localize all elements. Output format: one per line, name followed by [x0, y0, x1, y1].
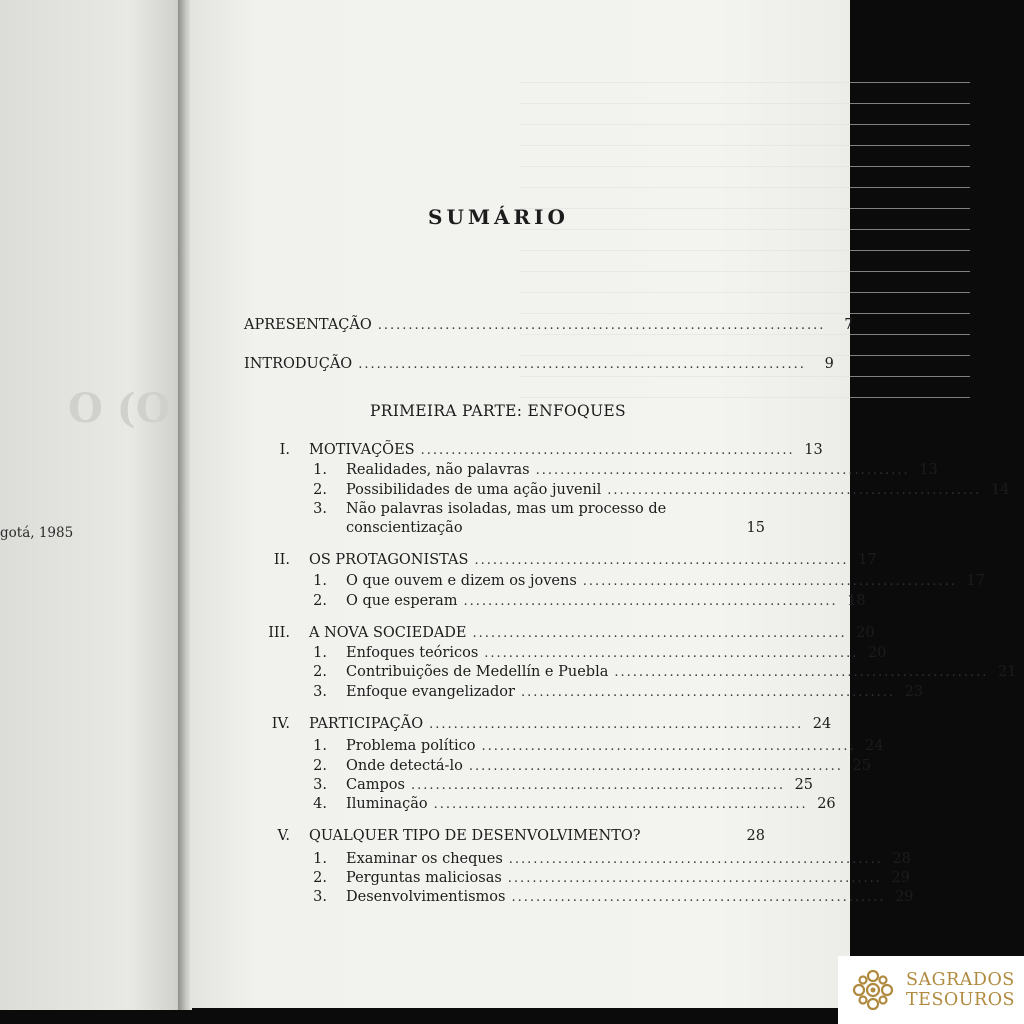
leader-dots: ............................................................. — [507, 871, 882, 886]
toc-page-number: 23 — [904, 684, 924, 700]
leader-dots: ............................................................. — [481, 739, 856, 754]
toc-page-number: 28 — [892, 851, 911, 867]
leader-dots — [647, 829, 737, 844]
toc-page-number: 24 — [812, 716, 832, 732]
leader-dots: ............................................................. — [410, 778, 786, 793]
leader-dots: ............................................................. — [607, 483, 982, 498]
toc-entry-apresentacao — [244, 317, 854, 333]
item-label: Contribuições de Medellín e Puebla — [346, 664, 609, 680]
item-number: 2. — [313, 758, 327, 774]
leader-dots: ............................................................. — [484, 646, 859, 661]
toc-page-number: 25 — [794, 777, 814, 793]
item-label: Possibilidades de uma ação juvenil — [346, 482, 602, 498]
toc-item — [346, 573, 985, 589]
item-label: Onde detectá-lo — [346, 758, 463, 774]
toc-page-number: 28 — [746, 828, 765, 844]
leader-dots: ............................................................. — [508, 852, 883, 867]
chapter-title: PARTICIPAÇÃO — [309, 716, 424, 732]
item-number: 1. — [313, 573, 327, 589]
item-label: Enfoques teóricos — [346, 645, 479, 661]
toc-item — [346, 645, 887, 661]
toc-page-number: 29 — [895, 889, 914, 905]
item-label: Desenvolvimentismos — [346, 889, 506, 905]
leader-dots: ............................................................. — [474, 553, 849, 568]
toc-page-number: 20 — [856, 625, 875, 641]
item-number: 3. — [313, 777, 327, 793]
chapter-numeral: III. — [268, 625, 290, 641]
item-label: Examinar os cheques — [346, 851, 503, 867]
toc-page-number: 14 — [990, 482, 1010, 498]
item-label: O que ouvem e dizem os jovens — [346, 573, 577, 589]
toc-item — [346, 777, 814, 793]
toc-entry-introducao — [244, 356, 834, 372]
toc-page-number: 15 — [746, 520, 765, 536]
page-title: SUMÁRIO — [428, 205, 569, 229]
leader-dots: ............................................................. — [429, 717, 804, 732]
toc-item-continuation — [346, 520, 765, 536]
leader-dots: ............................................................. — [582, 574, 957, 589]
leader-dots: ............................................................. — [614, 665, 989, 680]
toc-chapter-protagonistas — [309, 552, 877, 568]
item-number: 2. — [313, 664, 327, 680]
toc-page-number: 13 — [804, 442, 823, 458]
leader-dots — [469, 521, 737, 536]
item-number: 1. — [313, 851, 327, 867]
item-number: 3. — [313, 684, 327, 700]
item-number: 2. — [313, 482, 327, 498]
toc-entry-label: INTRODUÇÃO — [244, 356, 353, 372]
chapter-title: MOTIVAÇÕES — [309, 442, 415, 458]
toc-entry-label: APRESENTAÇÃO — [244, 317, 372, 333]
toc-page-number: 17 — [858, 552, 877, 568]
item-label: Problema político — [346, 738, 476, 754]
toc-item — [346, 851, 911, 867]
item-number: 3. — [313, 501, 327, 517]
toc-item — [346, 664, 1017, 680]
leader-dots: ............................................................. — [420, 443, 795, 458]
toc-item — [346, 738, 884, 754]
leader-dots: ............................................................. — [511, 890, 886, 905]
item-number: 2. — [313, 593, 327, 609]
item-label: Perguntas maliciosas — [346, 870, 502, 886]
watermark-line-1: SAGRADOS — [906, 970, 1015, 990]
toc-page-number: 9 — [824, 356, 834, 372]
leader-dots: ............................................................. — [535, 463, 910, 478]
item-label: Não palavras isoladas, mas um processo de — [346, 501, 667, 517]
toc-chapter-motivacoes — [309, 442, 823, 458]
watermark-line-2: TESOUROS — [906, 990, 1016, 1010]
leader-dots: ............................................................. — [520, 685, 896, 700]
chapter-title: A NOVA SOCIEDADE — [309, 625, 467, 641]
chapter-numeral: II. — [273, 552, 290, 568]
toc-item — [346, 462, 938, 478]
toc-item — [346, 889, 914, 905]
chapter-numeral: IV. — [271, 716, 290, 732]
item-number: 3. — [313, 889, 327, 905]
item-number: 1. — [313, 738, 327, 754]
toc-page-number: 17 — [966, 573, 985, 589]
left-page — [0, 0, 186, 1010]
item-label: O que esperam — [346, 593, 458, 609]
item-label: Iluminação — [346, 796, 428, 812]
item-label: Campos — [346, 777, 405, 793]
watermark-logo — [838, 956, 1024, 1024]
leader-dots: ......................................................................... — [377, 318, 826, 333]
toc-page-number: 7 — [844, 317, 854, 333]
toc-page-number: 18 — [847, 593, 866, 609]
toc-chapter-nova-sociedade — [309, 625, 875, 641]
toc-item — [346, 593, 866, 609]
toc-item — [346, 482, 1010, 498]
toc-item — [346, 870, 910, 886]
chapter-title: QUALQUER TIPO DE DESENVOLVIMENTO? — [309, 828, 641, 844]
leader-dots: ............................................................. — [433, 797, 808, 812]
left-page-fragment-text: gotá, 1985 — [0, 525, 74, 541]
leader-dots: ............................................................. — [463, 594, 838, 609]
toc-page-number: 26 — [817, 796, 836, 812]
item-number: 2. — [313, 870, 327, 886]
item-label: Realidades, não palavras — [346, 462, 530, 478]
chapter-numeral: V. — [277, 828, 290, 844]
leader-dots: ............................................................. — [468, 759, 843, 774]
item-number: 1. — [313, 462, 327, 478]
item-label-continuation: conscientização — [346, 520, 463, 536]
toc-item — [346, 758, 871, 774]
item-number: 4. — [313, 796, 327, 812]
leader-dots: ......................................................................... — [358, 357, 806, 372]
toc-page-number: 24 — [865, 738, 884, 754]
toc-page-number: 25 — [852, 758, 871, 774]
leader-dots: ............................................................. — [472, 626, 847, 641]
toc-page-number: 21 — [997, 664, 1017, 680]
item-number: 1. — [313, 645, 327, 661]
chapter-title: OS PROTAGONISTAS — [309, 552, 469, 568]
chapter-numeral: I. — [279, 442, 290, 458]
toc-page-number: 20 — [867, 645, 887, 661]
item-label: Enfoque evangelizador — [346, 684, 515, 700]
toc-page-number: 29 — [891, 870, 910, 886]
toc-page-number: 13 — [919, 462, 938, 478]
toc-item — [346, 796, 836, 812]
toc-chapter-participacao — [309, 716, 832, 732]
watermark-text — [906, 970, 1015, 1010]
ornament-icon — [848, 965, 898, 1015]
left-page-ghost-title: O (O — [68, 385, 171, 432]
part-heading: PRIMEIRA PARTE: ENFOQUES — [370, 402, 626, 420]
toc-item — [346, 684, 924, 700]
toc-chapter-desenvolvimento — [309, 828, 765, 844]
